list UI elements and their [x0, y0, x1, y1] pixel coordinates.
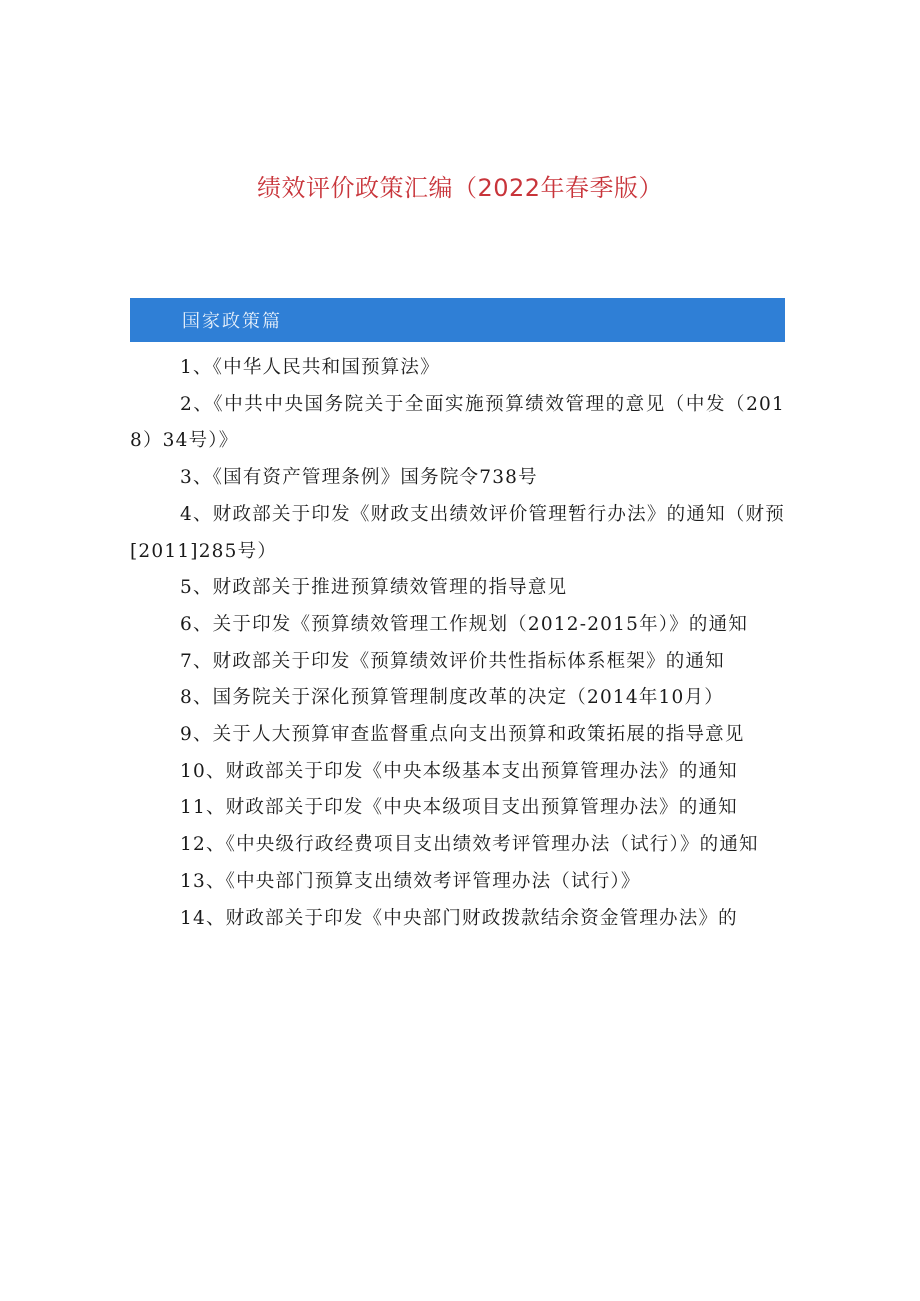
policy-list — [130, 350, 785, 937]
list-item: 7、财政部关于印发《预算绩效评价共性指标体系框架》的通知 — [180, 650, 725, 672]
list-item: 3、《国有资产管理条例》国务院令738号 — [180, 467, 538, 489]
list-item: 12、《中央级行政经费项目支出绩效考评管理办法（试行）》的通知 — [180, 834, 759, 856]
section-header — [130, 298, 785, 342]
list-item: 6、关于印发《预算绩效管理工作规划（2012-2015年）》的通知 — [180, 613, 749, 635]
list-item: 13、《中央部门预算支出绩效考评管理办法（试行）》 — [180, 870, 641, 892]
list-item: 10、财政部关于印发《中央本级基本支出预算管理办法》的通知 — [180, 760, 738, 782]
section-heading: 国家政策篇 — [182, 311, 282, 332]
list-item: 1、《中华人民共和国预算法》 — [180, 357, 440, 378]
list-item: 5、财政部关于推进预算绩效管理的指导意见 — [180, 577, 568, 599]
list-item: 2、《中共中央国务院关于全面实施预算绩效管理的意见（中发（2018）34号）》 — [130, 393, 785, 452]
list-item: 14、财政部关于印发《中央部门财政拨款结余资金管理办法》的 — [180, 907, 738, 929]
list-item: 9、关于人大预算审查监督重点向支出预算和政策拓展的指导意见 — [180, 724, 745, 746]
list-item: 4、财政部关于印发《财政支出绩效评价管理暂行办法》的通知（财预[2011]285号） — [130, 503, 785, 562]
list-item: 11、财政部关于印发《中央本级项目支出预算管理办法》的通知 — [180, 797, 738, 819]
list-item: 8、国务院关于深化预算管理制度改革的决定（2014年10月） — [180, 687, 724, 709]
page-title: 绩效评价政策汇编（2022年春季版） — [256, 174, 664, 202]
